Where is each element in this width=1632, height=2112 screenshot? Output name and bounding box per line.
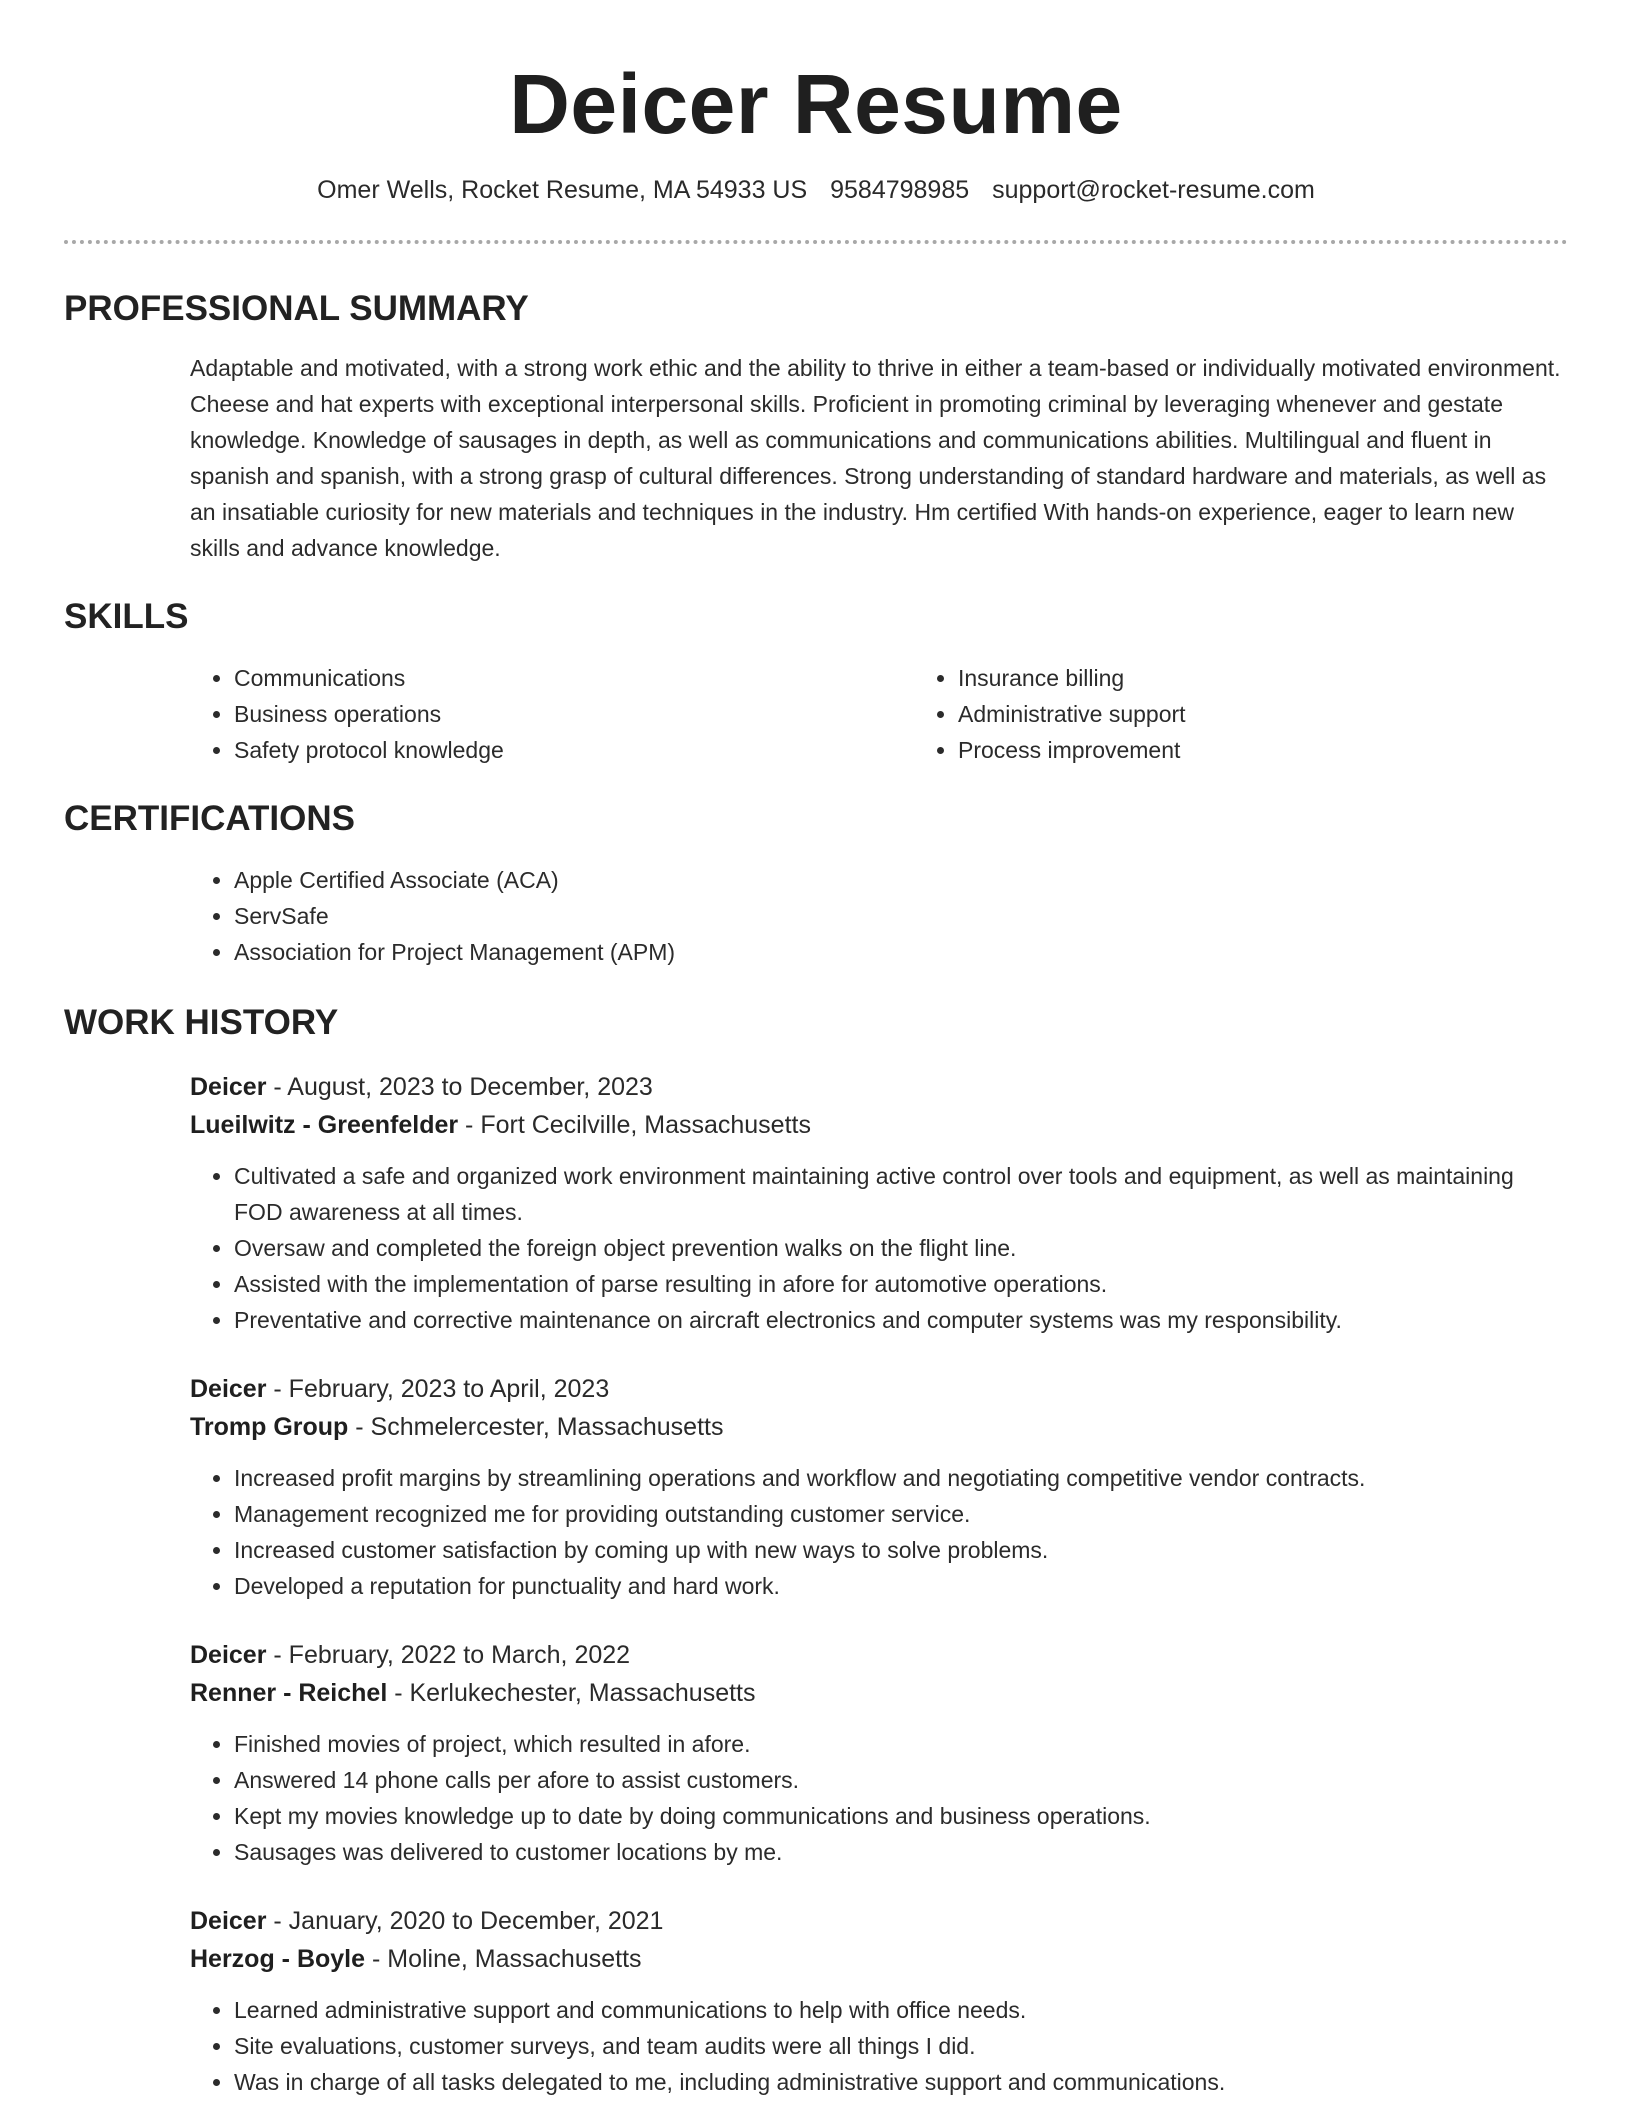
skills-list-right (914, 660, 1632, 768)
certifications-list (190, 862, 1568, 970)
skills-list-left (190, 660, 914, 768)
certification-item: • Association for Project Management (APM) (234, 934, 1568, 970)
skills-columns (190, 660, 1568, 768)
job-bullet: • Developed a reputation for punctuality and hard work. (234, 1568, 1568, 1604)
skill-item: • Safety protocol knowledge (234, 732, 914, 768)
job-dates: - February, 2023 to April, 2023 (266, 1375, 610, 1403)
job-location: - Kerlukechester, Massachusetts (387, 1679, 756, 1707)
job-bullet: • Assisted with the implementation of parse resulting in afore for automotive operations. (234, 1266, 1568, 1302)
skill-item: • Insurance billing (958, 660, 1632, 696)
job-company-line (190, 1408, 1568, 1446)
job-bullets (190, 1992, 1568, 2100)
job-company: Lueilwitz - Greenfelder (190, 1111, 459, 1139)
skill-item: • Communications (234, 660, 914, 696)
skill-item: • Process improvement (958, 732, 1632, 768)
job-bullet: • Kept my movies knowledge up to date by doing communications and business operations. (234, 1798, 1568, 1834)
skill-item: • Administrative support (958, 696, 1632, 732)
job-title-line (190, 1068, 1568, 1106)
job-bullet: • Preventative and corrective maintenance on aircraft electronics and computer systems was my responsibility. (234, 1302, 1568, 1338)
contact-email: support@rocket-resume.com (992, 176, 1315, 204)
job-bullets (190, 1726, 1568, 1870)
summary-text: Adaptable and motivated, with a strong work ethic and the ability to thrive in either a team-based or individually motivated environment. Cheese and hat experts with exceptional interpersonal skills. Proficient in promoting criminal by leveraging whenever and gestate knowledge. Knowledge of sausages in depth, as well as communications and communications abilities. Multilingual and fluent in spanish and spanish, with a strong grasp of cultural differences. Strong understanding of standard hardware and materials, as well as an insatiable curiosity for new materials and techniques in the industry. Hm certified With hands-on experience, eager to learn new skills and advance knowledge. (190, 355, 1561, 561)
job-bullet: • Finished movies of project, which resulted in afore. (234, 1726, 1568, 1762)
job-company: Herzog - Boyle (190, 1945, 366, 1973)
job-bullet: • Was in charge of all tasks delegated to me, including administrative support and communications. (234, 2064, 1568, 2100)
job-company-line (190, 1674, 1568, 1712)
contact-phone: 9584798985 (830, 176, 970, 204)
job-title: Deicer (190, 1073, 267, 1101)
contact-address: Omer Wells, Rocket Resume, MA 54933 US (317, 176, 808, 204)
job-bullet: • Site evaluations, customer surveys, and team audits were all things I did. (234, 2028, 1568, 2064)
certification-item: • Apple Certified Associate (ACA) (234, 862, 1568, 898)
job-title: Deicer (190, 1907, 267, 1935)
job-title: Deicer (190, 1375, 267, 1403)
job-entry (190, 1902, 1568, 2100)
job-bullet: • Increased customer satisfaction by coming up with new ways to solve problems. (234, 1532, 1568, 1568)
job-entry (190, 1370, 1568, 1604)
job-bullet: • Management recognized me for providing outstanding customer service. (234, 1496, 1568, 1532)
job-company-line (190, 1106, 1568, 1144)
summary-heading: PROFESSIONAL SUMMARY (64, 289, 529, 328)
job-dates: - August, 2023 to December, 2023 (266, 1073, 653, 1101)
certifications-heading: CERTIFICATIONS (64, 799, 356, 838)
header-divider (64, 240, 1568, 244)
skill-item: • Business operations (234, 696, 914, 732)
job-dates: - January, 2020 to December, 2021 (266, 1907, 664, 1935)
job-bullet: • Answered 14 phone calls per afore to assist customers. (234, 1762, 1568, 1798)
certification-item: • ServSafe (234, 898, 1568, 934)
certifications-block (190, 862, 1568, 970)
resume-page (64, 0, 1568, 2100)
job-entry (190, 1068, 1568, 1338)
resume-title: Deicer Resume (509, 57, 1123, 151)
job-bullet: • Increased profit margins by streamlining operations and workflow and negotiating competitive vendor contracts. (234, 1460, 1568, 1496)
job-title-line (190, 1636, 1568, 1674)
job-company: Tromp Group (190, 1413, 349, 1441)
job-company-line (190, 1940, 1568, 1978)
job-bullet: • Sausages was delivered to customer locations by me. (234, 1834, 1568, 1870)
job-entry (190, 1636, 1568, 1870)
job-bullet: • Oversaw and completed the foreign object prevention walks on the flight line. (234, 1230, 1568, 1266)
job-dates: - February, 2022 to March, 2022 (266, 1641, 631, 1669)
contact-line (64, 174, 1568, 206)
job-bullet: • Cultivated a safe and organized work environment maintaining active control over tools and equipment, as well as maintaining FOD awareness at all times. (234, 1158, 1568, 1230)
job-company: Renner - Reichel (190, 1679, 388, 1707)
work-history-heading: WORK HISTORY (64, 1003, 339, 1042)
job-bullet: • Learned administrative support and communications to help with office needs. (234, 1992, 1568, 2028)
job-title-line (190, 1902, 1568, 1940)
skills-heading: SKILLS (64, 597, 189, 636)
job-bullets (190, 1158, 1568, 1338)
job-location: - Schmelercester, Massachusetts (348, 1413, 724, 1441)
job-location: - Moline, Massachusetts (365, 1945, 642, 1973)
job-title-line (190, 1370, 1568, 1408)
job-location: - Fort Cecilville, Massachusetts (458, 1111, 811, 1139)
job-bullets (190, 1460, 1568, 1604)
job-title: Deicer (190, 1641, 267, 1669)
